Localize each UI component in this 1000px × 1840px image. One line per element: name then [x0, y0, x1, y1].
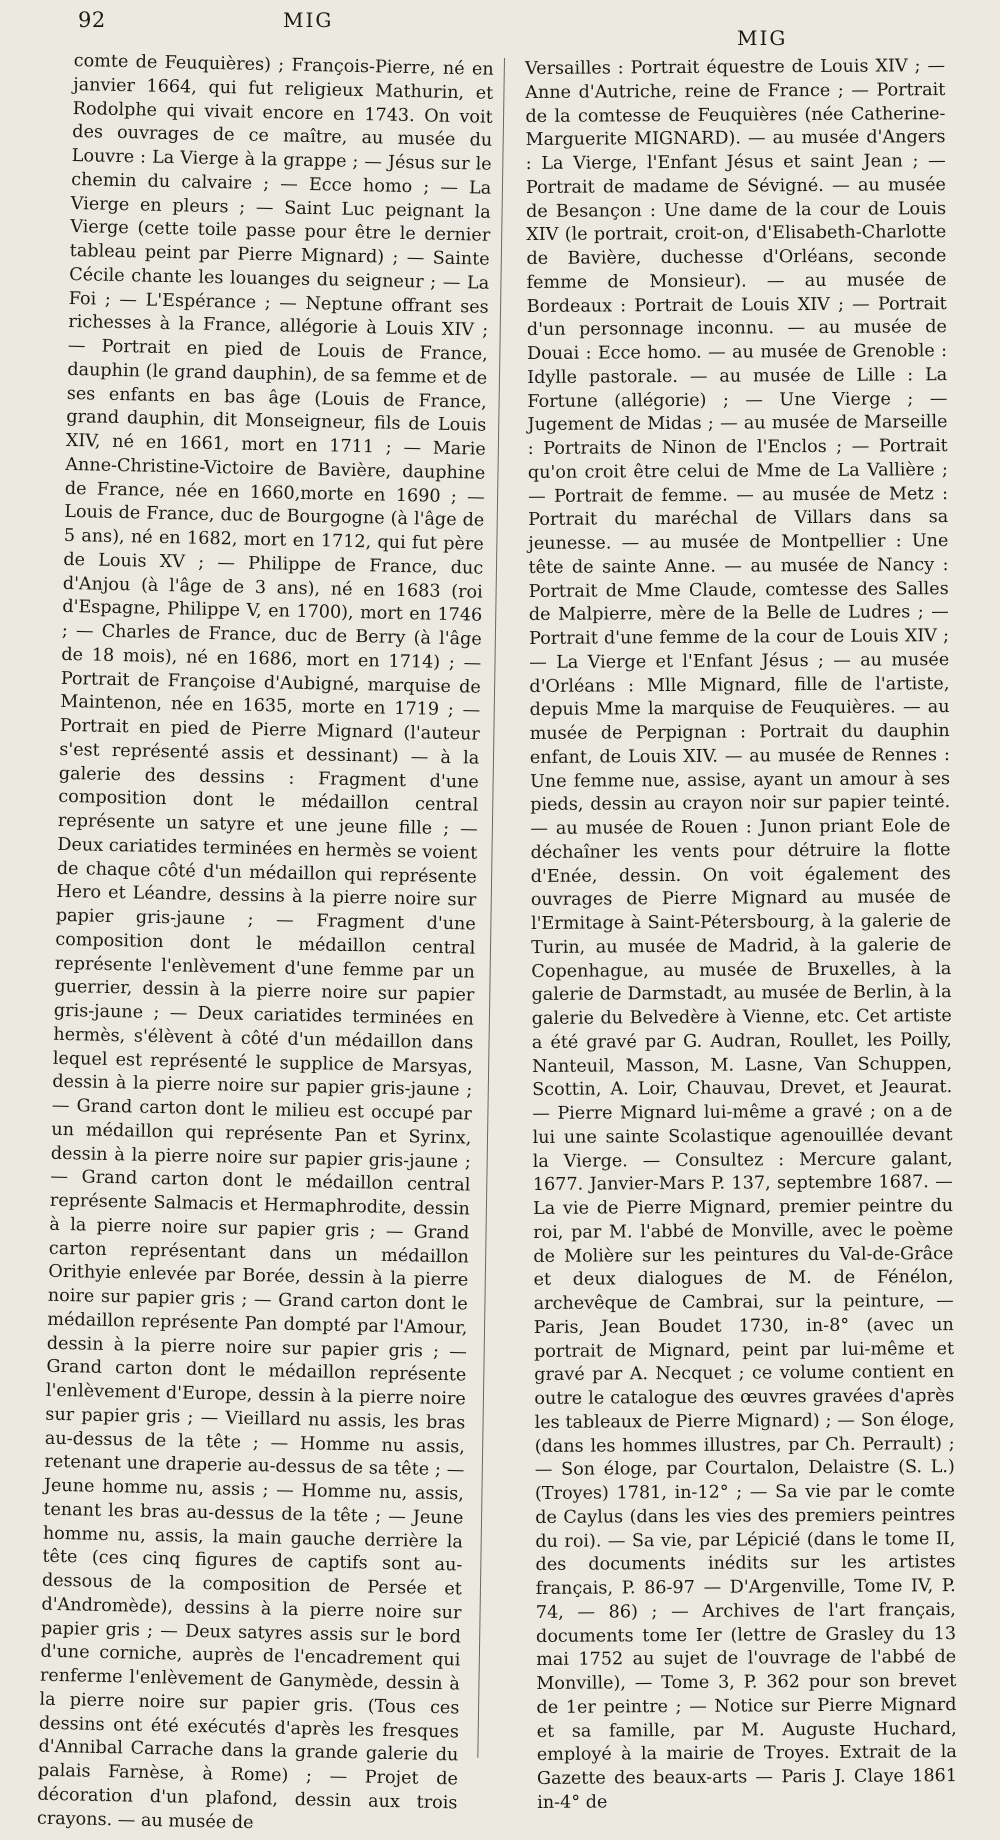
- header-left-title: MIG: [283, 8, 334, 32]
- page-number: 92: [78, 8, 106, 32]
- left-column: [37, 50, 494, 1840]
- left-column-text: comte de Feuquières) ; François-Pierre, né en janvier 1664, qui fut religieux Mathurin, et Rodolphe qui vivait encore en 1743. On voit des ouvrages de ce maître, au musée du Louvre : La Vierge à la grappe ; — Jésus sur le chemin du calvaire ; — Ecce homo ; — La Vierge en pleurs ; — Saint Luc peignant la Vierge (cette toile passe pour être le dernier tableau peint par Pierre Mignard) ; — Sainte Cécile chante les louanges du seigneur ; — La Foi ; — L'Espérance ; — Neptune offrant ses richesses à la France, allégorie à Louis XIV ; — Portrait en pied de Louis de France, dauphin (le grand dauphin), de sa femme et de ses enfants en bas âge (Louis de France, grand dauphin, dit Monseigneur, fils de Louis XIV, né en 1661, mort en 1711 ; — Marie Anne-Christine-Victoire de Bavière, dauphine de France, née en 1660,morte en 1690 ; — Louis de France, duc de Bourgogne (à l'âge de 5 ans), né en 1682, mort en 1712, qui fut père de Louis XV ; — Philippe de France, duc d'Anjou (à l'âge de 3 ans), né en 1683 (roi d'Espagne, Philippe V, en 1700), mort en 1746 ; — Charles de France, duc de Berry (à l'âge de 18 mois), né en 1686, mort en 1714) ; — Portrait de Françoise d'Aubigné, marquise de Maintenon, née en 1635, morte en 1719 ; — Portrait en pied de Pierre Mignard (l'auteur s'est représenté assis et dessinant) — à la galerie des dessins : Fragment d'une composition dont le médaillon central représente un satyre et une jeune fille ; — Deux cariatides terminées en hermès se voient de chaque côté d'un médaillon qui représente Hero et Léandre, dessins à la pierre noire sur papier gris-jaune ; — Fragment d'une composition dont le médaillon central représente l'enlèvement d'une femme par un guerrier, dessin à la pierre noire sur papier gris-jaune ; — Deux cariatides terminées en hermès, s'élèvent à côté d'un médaillon dans lequel est représenté le supplice de Marsyas, dessin à la pierre noire sur papier gris-jaune ; — Grand carton dont le milieu est occupé par un médaillon qui représente Pan et Syrinx, dessin à la pierre noire sur papier gris-jaune ; — Grand carton dont le médaillon central représente Salmacis et Hermaphrodite, dessin à la pierre noire sur papier gris ; — Grand carton représentant dans un médaillon Orithyie enlevée par Borée, dessin à la pierre noire sur papier gris ; — Grand carton dont le médaillon représente Pan dompté par l'Amour, dessin à la pierre noire sur papier gris ; — Grand carton dont le médaillon représente l'enlèvement d'Europe, dessin à la pierre noire sur papier gris ; — Vieillard nu assis, les bras au-dessus de la tête ; — Homme nu assis, retenant une draperie au-dessus de sa tête ; — Jeune homme nu, assis ; — Homme nu, assis, tenant les bras au-dessus de la tête ; — Jeune homme nu, assis, la main gauche derrière la tête (ces cinq figures de captifs sont au-dessous de la composition de Persée et d'Andromède), dessins à la pierre noire sur papier gris ; — Deux satyres assis sur le bord d'une corniche, auprès de l'encadrement qui renferme l'enlèvement de Ganymède, dessin à la pierre noire sur papier gris. (Tous ces dessins ont été exécutés d'après les fresques d'Annibal Carrache dans la grande galerie du palais Farnèse, à Rome) ; — Projet de décoration d'un plafond, dessin aux trois crayons. — au musée de: [36, 50, 494, 1833]
- right-column-text: Versailles : Portrait équestre de Louis XIV ; — Anne d'Autriche, reine de France ; — Portrait de la comtesse de Feuquières (née Catherine-Marguerite MIGNARD). — au musée d'Angers : La Vierge, l'Enfant Jésus et saint Jean ; — Portrait de madame de Sévigné. — au musée de Besançon : Une dame de la cour de Louis XIV (le portrait, croit-on, d'Elisabeth-Charlotte de Bavière, duchesse d'Orléans, seconde femme de Monsieur). — au musée de Bordeaux : Portrait de Louis XIV ; — Portrait d'un personnage inconnu. — au musée de Douai : Ecce homo. — au musée de Grenoble : Idylle pastorale. — au musée de Lille : La Fortune (allégorie) ; — Une Vierge ; — Jugement de Midas ; — au musée de Marseille : Portraits de Ninon de l'Enclos ; — Portrait qu'on croit être celui de Mme de La Vallière ; — Portrait de femme. — au musée de Metz : Portrait du maréchal de Villars dans sa jeunesse. — au musée de Montpellier : Une tête de sainte Anne. — au musée de Nancy : Portrait de Mme Claude, comtesse des Salles de Malpierre, mère de la Belle de Ludres ; — Portrait d'une femme de la cour de Louis XIV ; — La Vierge et l'Enfant Jésus ; — au musée d'Orléans : Mlle Mignard, fille de l'artiste, depuis Mme la marquise de Feuquières. — au musée de Perpignan : Portrait du dauphin enfant, de Louis XIV. — au musée de Rennes : Une femme nue, assise, ayant un amour à ses pieds, dessin au crayon noir sur papier teinté. — au musée de Rouen : Junon priant Eole de déchaîner les vents pour détruire la flotte d'Enée, dessin. On voit également des ouvrages de Pierre Mignard au musée de l'Ermitage à Saint-Pétersbourg, à la galerie de Turin, au musée de Madrid, à la galerie de Copenhague, au musée de Bruxelles, à la galerie de Darmstadt, au musée de Berlin, à la galerie du Belvedère à Vienne, etc. Cet artiste a été gravé par G. Audran, Roullet, les Poilly, Nanteuil, Masson, M. Lasne, Van Schuppen, Scottin, A. Loir, Chauvau, Drevet, et Jeaurat. — Pierre Mignard lui-même a gravé ; on a de lui une sainte Scolastique agenouillée devant la Vierge. — Consultez : Mercure galant, 1677. Janvier-Mars P. 137, septembre 1687. — La vie de Pierre Mignard, premier peintre du roi, par M. l'abbé de Monville, avec le poème de Molière sur les peintures du Val-de-Grâce et deux dialogues de M. de Fénélon, archevêque de Cambrai, sur la peinture, — Paris, Jean Boudet 1730, in-8° (avec un portrait de Mignard, peint par lui-même et gravé par A. Necquet ; ce volume contient en outre le catalogue des œuvres gravées d'après les tableaux de Pierre Mignard) ; — Son éloge, (dans les hommes illustres, par Ch. Perrault) ; — Son éloge, par Courtalon, Delaistre (S. L.) (Troyes) 1781, in-12° ; — Sa vie par le comte de Caylus (dans les vies des premiers peintres du roi). — Sa vie, par Lépicié (dans le tome II, des documents inédits sur les artistes français, P. 86-97 — D'Argenville, Tome IV, P. 74, — 86) ; — Archives de l'art français, documents tome Ier (lettre de Grasley du 13 mai 1752 au sujet de l'ouvrage de l'abbé de Monville), — Tome 3, P. 362 pour son brevet de 1er peintre ; — Notice sur Pierre Mignard et sa famille, par M. Auguste Huchard, employé à la mairie de Troyes. Extrait de la Gazette des beaux-arts — Paris J. Claye 1861 in-4° de: [525, 56, 958, 1813]
- header-right-title: MIG: [737, 26, 788, 50]
- right-column: [525, 55, 957, 1815]
